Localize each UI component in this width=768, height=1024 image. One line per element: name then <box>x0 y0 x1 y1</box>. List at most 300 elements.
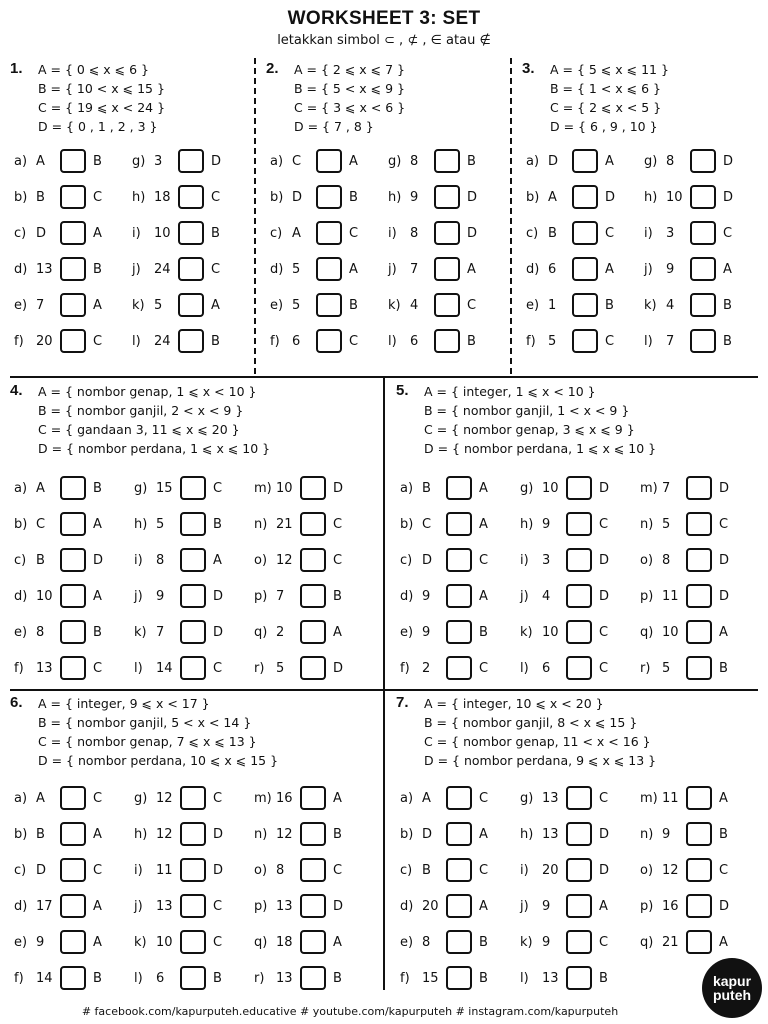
set-definition: A = { integer, 10 ⩽ x < 20 } <box>424 696 604 711</box>
answer-box[interactable] <box>316 221 342 245</box>
question-item <box>14 506 103 542</box>
answer-box[interactable] <box>300 786 326 810</box>
answer-box[interactable] <box>446 894 472 918</box>
answer-box[interactable] <box>60 620 86 644</box>
answer-box[interactable] <box>566 512 592 536</box>
answer-box[interactable] <box>434 293 460 317</box>
answer-box[interactable] <box>60 293 86 317</box>
question-item <box>132 215 221 251</box>
answer-box[interactable] <box>60 858 86 882</box>
question-left-operand: A <box>36 480 45 496</box>
answer-box[interactable] <box>180 548 206 572</box>
question-left-operand: 4 <box>410 297 419 313</box>
question-left-operand: 13 <box>276 898 293 914</box>
question-item <box>132 323 221 359</box>
answer-box[interactable] <box>316 329 342 353</box>
question-label: g) <box>520 480 534 496</box>
set-definition: B = { 5 < x ⩽ 9 } <box>294 81 405 96</box>
answer-box[interactable] <box>300 476 326 500</box>
answer-box[interactable] <box>180 930 206 954</box>
answer-box[interactable] <box>686 584 712 608</box>
set-definitions <box>424 694 656 770</box>
set-definition: B = { 1 < x ⩽ 6 } <box>550 81 661 96</box>
question-left-operand: 3 <box>154 153 163 169</box>
question-right-operand: A <box>333 624 342 640</box>
answer-box[interactable] <box>60 185 86 209</box>
answer-box[interactable] <box>316 149 342 173</box>
question-column <box>134 470 223 686</box>
question-item <box>520 852 609 888</box>
question-item <box>526 323 615 359</box>
question-left-operand: 5 <box>292 297 301 313</box>
question-label: r) <box>254 660 265 676</box>
answer-box[interactable] <box>178 185 204 209</box>
question-item <box>134 888 223 924</box>
question-right-operand: A <box>479 898 488 914</box>
question-item <box>254 650 343 686</box>
question-right-operand: B <box>599 970 608 986</box>
question-label: a) <box>14 790 28 806</box>
question-right-operand: D <box>467 225 478 241</box>
answer-box[interactable] <box>180 894 206 918</box>
question-item <box>644 215 733 251</box>
set-definition: C = { 2 ⩽ x < 5 } <box>550 100 662 115</box>
question-column <box>132 143 221 359</box>
question-label: e) <box>270 297 284 313</box>
question-column <box>14 780 102 996</box>
answer-box[interactable] <box>60 930 86 954</box>
answer-box[interactable] <box>446 620 472 644</box>
question-item <box>640 542 729 578</box>
answer-box[interactable] <box>60 476 86 500</box>
question-left-operand: D <box>36 862 47 878</box>
question-label: c) <box>14 862 27 878</box>
question-label: n) <box>254 826 268 842</box>
answer-box[interactable] <box>572 329 598 353</box>
answer-box[interactable] <box>60 656 86 680</box>
answer-box[interactable] <box>180 786 206 810</box>
question-left-operand: 10 <box>156 934 173 950</box>
question-label: e) <box>526 297 540 313</box>
question-left-operand: 8 <box>410 153 419 169</box>
question-label: l) <box>132 333 141 349</box>
answer-box[interactable] <box>566 858 592 882</box>
answer-box[interactable] <box>446 584 472 608</box>
question-left-operand: 5 <box>156 516 165 532</box>
question-left-operand: 16 <box>662 898 679 914</box>
question-left-operand: 8 <box>156 552 165 568</box>
question-left-operand: 5 <box>662 516 671 532</box>
answer-box[interactable] <box>434 221 460 245</box>
question-left-operand: 7 <box>156 624 165 640</box>
question-label: f) <box>14 333 24 349</box>
question-right-operand: C <box>213 790 223 806</box>
question-item <box>526 287 615 323</box>
answer-box[interactable] <box>300 858 326 882</box>
question-right-operand: B <box>349 297 358 313</box>
answer-box[interactable] <box>686 930 712 954</box>
question-right-operand: A <box>719 934 728 950</box>
question-right-operand: B <box>723 333 732 349</box>
question-left-operand: 10 <box>276 480 293 496</box>
question-item <box>400 614 488 650</box>
question-label: r) <box>254 970 265 986</box>
question-item <box>254 852 343 888</box>
question-label: h) <box>134 826 148 842</box>
answer-box[interactable] <box>300 584 326 608</box>
question-left-operand: 5 <box>662 660 671 676</box>
question-left-operand: 11 <box>156 862 173 878</box>
question-right-operand: D <box>599 862 610 878</box>
answer-box[interactable] <box>316 293 342 317</box>
question-left-operand: 18 <box>154 189 171 205</box>
answer-box[interactable] <box>434 257 460 281</box>
answer-box[interactable] <box>572 185 598 209</box>
answer-box[interactable] <box>446 786 472 810</box>
question-label: i) <box>520 552 529 568</box>
question-label: f) <box>526 333 536 349</box>
section-1 <box>0 58 254 370</box>
question-left-operand: 7 <box>410 261 419 277</box>
answer-box[interactable] <box>300 656 326 680</box>
question-right-operand: D <box>333 898 344 914</box>
question-label: o) <box>254 862 268 878</box>
question-left-operand: 20 <box>542 862 559 878</box>
question-left-operand: 2 <box>422 660 431 676</box>
question-left-operand: 8 <box>410 225 419 241</box>
answer-box[interactable] <box>446 548 472 572</box>
question-right-operand: A <box>93 516 102 532</box>
answer-box[interactable] <box>60 149 86 173</box>
question-item <box>640 780 729 816</box>
question-label: r) <box>640 660 651 676</box>
question-left-operand: 2 <box>276 624 285 640</box>
answer-box[interactable] <box>180 512 206 536</box>
question-item <box>400 578 488 614</box>
question-left-operand: 7 <box>662 480 671 496</box>
question-label: d) <box>526 261 540 277</box>
answer-box[interactable] <box>60 512 86 536</box>
answer-box[interactable] <box>180 858 206 882</box>
answer-box[interactable] <box>300 512 326 536</box>
answer-box[interactable] <box>60 786 86 810</box>
question-left-operand: 20 <box>36 333 53 349</box>
section-7 <box>386 692 768 992</box>
answer-box[interactable] <box>566 822 592 846</box>
question-item <box>14 924 102 960</box>
question-right-operand: A <box>467 261 476 277</box>
answer-box[interactable] <box>60 584 86 608</box>
question-item <box>14 179 102 215</box>
answer-box[interactable] <box>690 149 716 173</box>
question-label: m) <box>254 480 272 496</box>
question-left-operand: C <box>422 516 432 532</box>
answer-box[interactable] <box>566 656 592 680</box>
answer-box[interactable] <box>316 257 342 281</box>
question-label: q) <box>254 934 268 950</box>
set-definitions <box>38 382 270 458</box>
answer-box[interactable] <box>446 930 472 954</box>
question-right-operand: C <box>349 225 359 241</box>
question-label: g) <box>134 480 148 496</box>
question-label: d) <box>14 261 28 277</box>
set-definition: A = { integer, 1 ⩽ x < 10 } <box>424 384 596 399</box>
answer-box[interactable] <box>566 930 592 954</box>
answer-box[interactable] <box>178 149 204 173</box>
answer-box[interactable] <box>686 786 712 810</box>
question-label: h) <box>520 826 534 842</box>
question-item <box>132 251 221 287</box>
answer-box[interactable] <box>446 476 472 500</box>
question-item <box>134 470 223 506</box>
question-left-operand: 13 <box>542 970 559 986</box>
answer-box[interactable] <box>686 858 712 882</box>
question-left-operand: 7 <box>666 333 675 349</box>
question-right-operand: A <box>93 297 102 313</box>
question-label: a) <box>526 153 540 169</box>
answer-box[interactable] <box>566 786 592 810</box>
question-item <box>254 578 343 614</box>
answer-box[interactable] <box>690 257 716 281</box>
set-definition: A = { 0 ⩽ x ⩽ 6 } <box>38 62 149 77</box>
question-item <box>270 215 358 251</box>
question-label: a) <box>400 480 414 496</box>
question-left-operand: 24 <box>154 333 171 349</box>
divider-vertical-3 <box>383 377 385 689</box>
question-left-operand: B <box>36 189 45 205</box>
question-left-operand: D <box>36 225 47 241</box>
answer-box[interactable] <box>316 185 342 209</box>
question-item <box>526 215 615 251</box>
question-left-operand: 10 <box>36 588 53 604</box>
question-right-operand: B <box>467 153 476 169</box>
question-label: l) <box>134 660 143 676</box>
answer-box[interactable] <box>686 512 712 536</box>
answer-box[interactable] <box>566 894 592 918</box>
question-right-operand: A <box>479 480 488 496</box>
answer-box[interactable] <box>686 620 712 644</box>
question-column <box>640 780 729 960</box>
question-right-operand: D <box>211 153 222 169</box>
question-item <box>644 251 733 287</box>
question-label: c) <box>270 225 283 241</box>
section-number: 2. <box>266 60 279 77</box>
question-label: q) <box>254 624 268 640</box>
answer-box[interactable] <box>690 329 716 353</box>
answer-box[interactable] <box>60 894 86 918</box>
answer-box[interactable] <box>180 656 206 680</box>
question-right-operand: A <box>333 790 342 806</box>
question-column <box>520 470 609 686</box>
question-label: l) <box>134 970 143 986</box>
answer-box[interactable] <box>60 257 86 281</box>
question-label: f) <box>270 333 280 349</box>
answer-box[interactable] <box>60 221 86 245</box>
question-right-operand: B <box>213 970 222 986</box>
question-left-operand: 20 <box>422 898 439 914</box>
answer-box[interactable] <box>178 221 204 245</box>
answer-box[interactable] <box>60 966 86 990</box>
answer-box[interactable] <box>180 966 206 990</box>
set-definitions <box>38 694 278 770</box>
question-right-operand: A <box>605 261 614 277</box>
answer-box[interactable] <box>690 221 716 245</box>
question-left-operand: 18 <box>276 934 293 950</box>
set-definitions <box>294 60 405 136</box>
question-left-operand: 9 <box>422 588 431 604</box>
question-item <box>400 852 488 888</box>
question-right-operand: A <box>93 898 102 914</box>
answer-box[interactable] <box>566 476 592 500</box>
question-right-operand: C <box>479 552 489 568</box>
answer-box[interactable] <box>686 548 712 572</box>
answer-box[interactable] <box>300 620 326 644</box>
set-definition: D = { 6 , 9 , 10 } <box>550 119 658 134</box>
question-right-operand: D <box>93 552 104 568</box>
question-label: n) <box>640 826 654 842</box>
question-right-operand: C <box>479 660 489 676</box>
question-label: p) <box>254 588 268 604</box>
question-label: m) <box>254 790 272 806</box>
answer-box[interactable] <box>446 822 472 846</box>
answer-box[interactable] <box>300 894 326 918</box>
question-left-operand: 9 <box>542 516 551 532</box>
question-item <box>14 215 102 251</box>
question-left-operand: 6 <box>410 333 419 349</box>
answer-box[interactable] <box>60 548 86 572</box>
question-item <box>520 780 609 816</box>
set-definition: D = { nombor perdana, 10 ⩽ x ⩽ 15 } <box>38 753 279 768</box>
answer-box[interactable] <box>60 822 86 846</box>
answer-box[interactable] <box>446 512 472 536</box>
answer-box[interactable] <box>180 476 206 500</box>
question-column <box>388 143 477 359</box>
answer-box[interactable] <box>686 656 712 680</box>
question-label: b) <box>400 516 414 532</box>
question-left-operand: C <box>36 516 46 532</box>
set-definition: B = { nombor ganjil, 2 < x < 9 } <box>38 403 244 418</box>
set-definition: A = { 2 ⩽ x ⩽ 7 } <box>294 62 405 77</box>
question-left-operand: 9 <box>410 189 419 205</box>
answer-box[interactable] <box>566 966 592 990</box>
answer-box[interactable] <box>446 966 472 990</box>
answer-box[interactable] <box>686 894 712 918</box>
question-left-operand: 8 <box>276 862 285 878</box>
question-item <box>526 143 615 179</box>
question-label: a) <box>14 480 28 496</box>
question-item <box>14 287 102 323</box>
question-left-operand: 12 <box>662 862 679 878</box>
set-definitions <box>424 382 656 458</box>
question-right-operand: C <box>333 516 343 532</box>
section-number: 1. <box>10 60 23 77</box>
question-right-operand: C <box>723 225 733 241</box>
question-right-operand: C <box>479 790 489 806</box>
question-left-operand: D <box>422 552 433 568</box>
question-column <box>134 780 223 996</box>
question-item <box>134 506 223 542</box>
question-item <box>644 179 733 215</box>
question-right-operand: D <box>719 588 730 604</box>
answer-box[interactable] <box>434 185 460 209</box>
question-right-operand: A <box>93 826 102 842</box>
answer-box[interactable] <box>686 476 712 500</box>
answer-box[interactable] <box>690 185 716 209</box>
answer-box[interactable] <box>566 548 592 572</box>
question-item <box>14 816 102 852</box>
answer-box[interactable] <box>178 293 204 317</box>
question-left-operand: C <box>292 153 302 169</box>
question-item <box>14 852 102 888</box>
question-item <box>14 888 102 924</box>
answer-box[interactable] <box>446 858 472 882</box>
answer-box[interactable] <box>300 548 326 572</box>
answer-box[interactable] <box>178 257 204 281</box>
answer-box[interactable] <box>180 584 206 608</box>
answer-box[interactable] <box>300 822 326 846</box>
question-item <box>134 614 223 650</box>
answer-box[interactable] <box>300 930 326 954</box>
answer-box[interactable] <box>572 149 598 173</box>
question-left-operand: 11 <box>662 588 679 604</box>
question-item <box>520 650 609 686</box>
question-label: b) <box>400 826 414 842</box>
question-left-operand: 5 <box>154 297 163 313</box>
question-left-operand: 5 <box>548 333 557 349</box>
question-item <box>134 780 223 816</box>
question-item <box>254 614 343 650</box>
section-number: 4. <box>10 382 23 399</box>
answer-box[interactable] <box>572 221 598 245</box>
answer-box[interactable] <box>434 149 460 173</box>
question-left-operand: 8 <box>666 153 675 169</box>
section-number: 6. <box>10 694 23 711</box>
answer-box[interactable] <box>178 329 204 353</box>
answer-box[interactable] <box>300 966 326 990</box>
question-left-operand: 7 <box>276 588 285 604</box>
question-item <box>400 888 488 924</box>
answer-box[interactable] <box>566 584 592 608</box>
logo-text: kapur puteh <box>712 973 752 1003</box>
question-label: k) <box>132 297 145 313</box>
answer-box[interactable] <box>572 257 598 281</box>
question-label: i) <box>134 552 143 568</box>
question-label: o) <box>254 552 268 568</box>
answer-box[interactable] <box>60 329 86 353</box>
question-item <box>520 506 609 542</box>
question-item <box>520 888 609 924</box>
question-right-operand: C <box>213 898 223 914</box>
answer-box[interactable] <box>446 656 472 680</box>
answer-box[interactable] <box>180 822 206 846</box>
question-label: c) <box>14 552 27 568</box>
question-right-operand: C <box>93 790 103 806</box>
answer-box[interactable] <box>572 293 598 317</box>
answer-box[interactable] <box>566 620 592 644</box>
question-label: h) <box>520 516 534 532</box>
question-right-operand: B <box>723 297 732 313</box>
answer-box[interactable] <box>690 293 716 317</box>
answer-box[interactable] <box>686 822 712 846</box>
question-column <box>270 143 358 359</box>
section-number: 3. <box>522 60 535 77</box>
set-definition: C = { 3 ⩽ x < 6 } <box>294 100 406 115</box>
answer-box[interactable] <box>434 329 460 353</box>
question-label: o) <box>640 862 654 878</box>
question-label: b) <box>526 189 540 205</box>
answer-box[interactable] <box>180 620 206 644</box>
question-left-operand: 13 <box>36 261 53 277</box>
